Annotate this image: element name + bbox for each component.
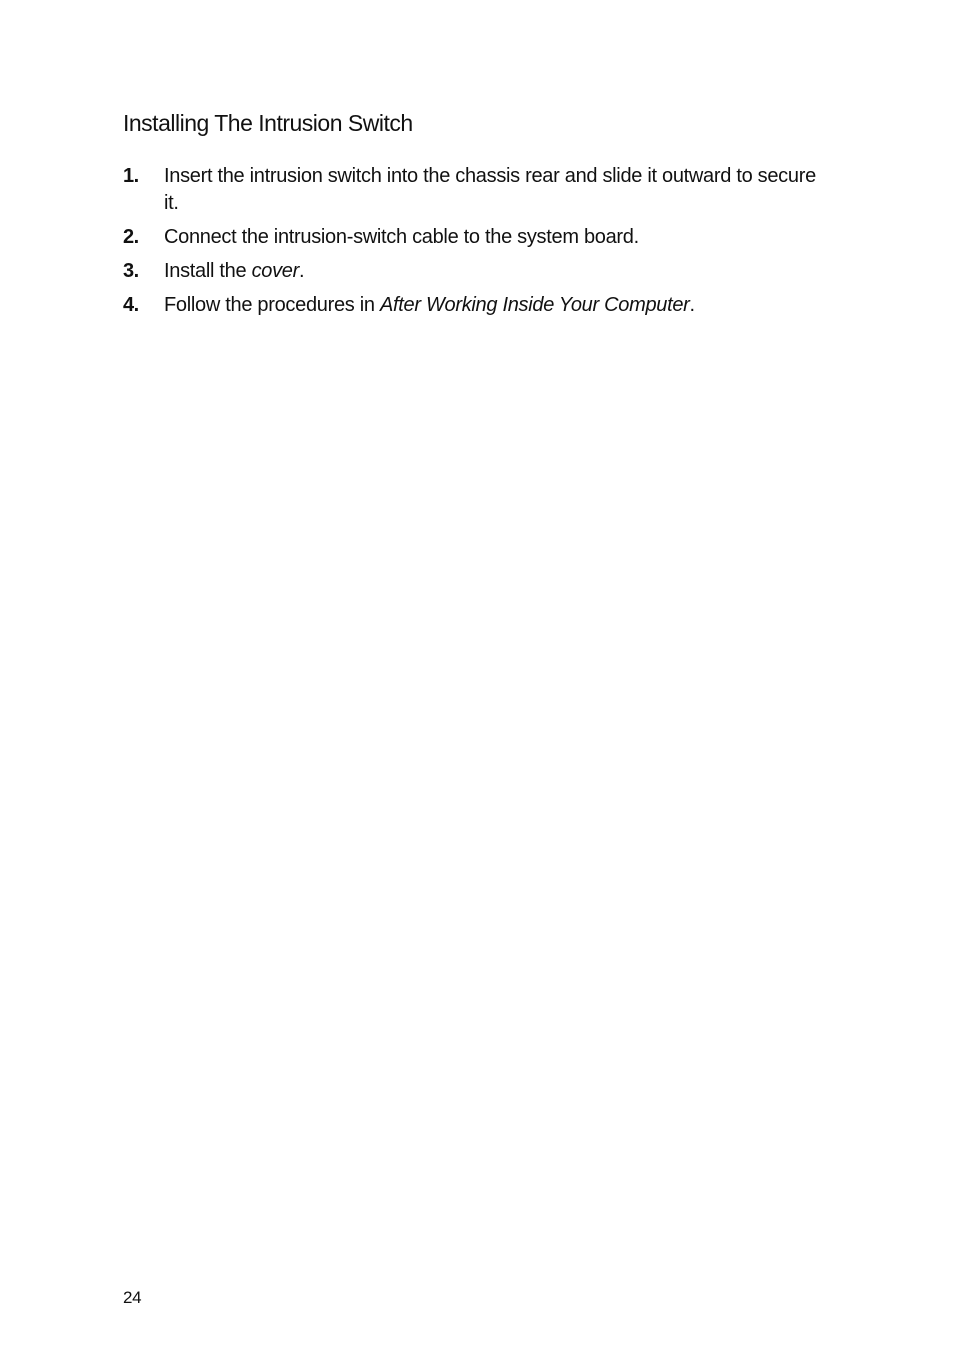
page-title: Installing The Intrusion Switch — [123, 110, 413, 136]
cover-link[interactable]: cover — [251, 260, 299, 282]
step-text-suffix: . — [298, 260, 305, 282]
step-item — [123, 292, 823, 319]
step-text-prefix: Install the — [164, 260, 252, 282]
step-text: Insert the intrusion switch into the chassis rear and slide it outward to secure it. — [164, 165, 816, 214]
step-text-suffix: . — [689, 294, 695, 316]
step-number: 1. — [123, 165, 139, 187]
step-number: 3. — [123, 260, 139, 282]
step-text-prefix: Follow the procedures in — [164, 294, 380, 316]
step-number: 4. — [123, 294, 139, 316]
step-item — [123, 224, 823, 251]
step-item — [123, 163, 823, 217]
after-working-inside-link[interactable]: After Working Inside Your Computer — [379, 294, 690, 316]
page-number: 24 — [123, 1288, 142, 1307]
procedure-steps — [123, 163, 823, 326]
step-text: Connect the intrusion-switch cable to the system board. — [164, 226, 639, 248]
step-item — [123, 258, 823, 285]
step-number: 2. — [123, 226, 139, 248]
